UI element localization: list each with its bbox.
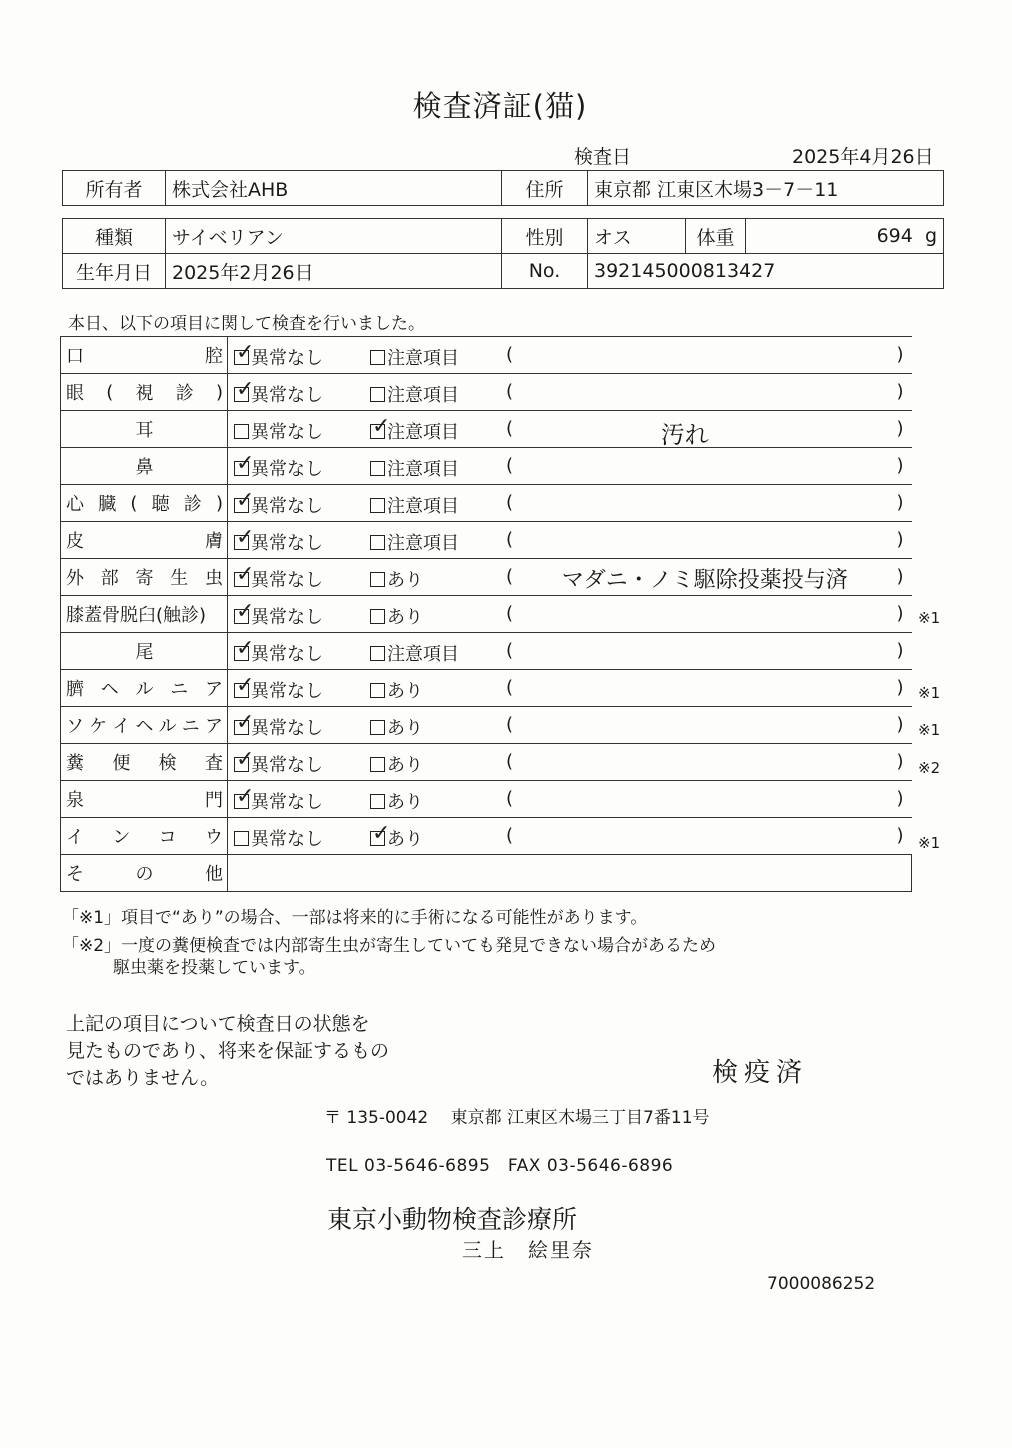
exam-row [61, 485, 912, 522]
checkbox-label: あり [387, 681, 423, 702]
page-title: 検査済証(猫) [412, 89, 588, 123]
label-char: 皮 [66, 531, 84, 552]
exam-item-result [228, 448, 912, 485]
checkbox-option[interactable] [234, 825, 323, 851]
exam-item-result [228, 596, 912, 633]
label-char: 寄 [135, 568, 154, 589]
checkbox-option[interactable] [234, 747, 323, 777]
owner-value: 株式会社AHB [166, 171, 502, 206]
exam-row [61, 707, 912, 744]
footnote-mark: ※2 [918, 758, 941, 777]
paren-close: ) [896, 788, 904, 809]
label-char: 部 [100, 568, 119, 589]
exam-item-result [228, 744, 912, 781]
checkbox-label: あり [387, 570, 423, 591]
label-char: ル [158, 716, 177, 737]
checkbox-option[interactable] [370, 344, 459, 370]
checkbox-icon[interactable] [234, 784, 255, 809]
check-mark-icon: ✓ [236, 747, 255, 772]
label-char: 糞 [66, 753, 84, 774]
label-char: 門 [205, 790, 223, 811]
paren-close: ) [896, 418, 904, 439]
label-char: ケ [89, 716, 108, 737]
check-mark-icon: ✓ [236, 636, 255, 661]
checkbox-icon[interactable] [370, 498, 385, 513]
checkbox-label: 異常なし [251, 422, 323, 443]
exam-row [61, 337, 912, 374]
exam-item-label [61, 337, 228, 374]
exam-item-label [61, 559, 228, 596]
paren-close: ) [896, 492, 904, 513]
exam-item-label [61, 633, 228, 670]
checkbox-option[interactable] [370, 414, 459, 444]
check-mark-icon: ✓ [236, 525, 255, 550]
weight-value: 694 [876, 225, 913, 247]
exam-date-label: 検査日 [574, 146, 632, 168]
sex-value: オス [588, 219, 686, 254]
checkbox-icon[interactable] [234, 747, 255, 772]
label-char: イ [112, 716, 131, 737]
exam-row [61, 559, 912, 596]
label-char: ソ [66, 716, 84, 737]
checkbox-label: 異常なし [251, 459, 323, 480]
exam-item-label [61, 448, 228, 485]
checkbox-icon[interactable] [370, 646, 385, 661]
label-char: ( [130, 492, 138, 514]
check-mark-icon: ✓ [236, 488, 255, 513]
checkbox-icon[interactable] [234, 673, 255, 698]
exam-item-note[interactable]: 汚れ [660, 421, 709, 448]
closing-line: ではありません。 [66, 1067, 220, 1089]
owner-table [62, 170, 944, 206]
check-mark-icon: ✓ [236, 784, 255, 809]
checkbox-label: あり [387, 607, 423, 628]
footnote-mark: ※1 [918, 833, 941, 852]
checkbox-icon[interactable] [370, 414, 391, 439]
checkbox-label: 注意項目 [387, 459, 459, 480]
label-char: ニ [170, 679, 189, 700]
checkbox-label: 異常なし [251, 681, 323, 702]
clinic-person: 三上 絵里奈 [462, 1238, 594, 1262]
checkbox-icon[interactable] [370, 572, 385, 587]
checkbox-icon[interactable] [370, 720, 385, 735]
exam-item-label-text: 鼻 [135, 457, 154, 478]
checkbox-label: 異常なし [251, 755, 323, 776]
checkbox-option[interactable] [234, 418, 323, 444]
checkbox-label: 異常なし [251, 533, 323, 554]
checkbox-option[interactable] [370, 529, 459, 555]
exam-item-result [228, 485, 912, 522]
exam-row [61, 596, 912, 633]
paren-close: ) [896, 714, 904, 735]
exam-item-label-text [66, 712, 223, 738]
checkbox-option[interactable] [234, 636, 323, 666]
exam-row-other [61, 855, 912, 892]
exam-row [61, 670, 912, 707]
checkbox-icon[interactable] [234, 340, 255, 365]
label-char: 視 [135, 383, 154, 404]
exam-item-result [228, 559, 912, 596]
closing-text [66, 1011, 446, 1092]
checkbox-option[interactable] [234, 340, 323, 370]
exam-item-label [61, 781, 228, 818]
footnote-mark: ※1 [918, 721, 941, 739]
label-char: ル [135, 679, 154, 700]
checkbox-label: 異常なし [251, 792, 323, 813]
breed-value: サイベリアン [166, 219, 502, 254]
paren-close: ) [896, 603, 904, 624]
exam-item-result [228, 707, 912, 744]
exam-row [61, 633, 912, 670]
label-char: 心 [66, 494, 84, 515]
exam-item-label-text [66, 342, 223, 368]
label-char: ) [215, 381, 223, 403]
no-label: No. [502, 254, 588, 289]
checkbox-option[interactable] [234, 451, 323, 481]
label-char: 腔 [205, 346, 223, 367]
checkbox-label: 異常なし [251, 570, 323, 591]
checkbox-label: 注意項目 [387, 496, 459, 517]
label-char: ) [215, 492, 223, 514]
check-mark-icon: ✓ [236, 673, 255, 698]
check-mark-icon: ✓ [236, 451, 255, 476]
footnote-2: 「※2」一度の糞便検査では内部寄生虫が寄生していても発見できない場合があるため [62, 936, 717, 956]
paren-open: ( [506, 825, 514, 846]
exam-item-label-text: 膝蓋骨脱臼(触診) [66, 605, 207, 626]
paren-open: ( [506, 455, 514, 476]
label-char: ア [205, 679, 223, 700]
closing-line: 上記の項目について検査日の状態を [66, 1013, 370, 1035]
exam-item-result [228, 633, 912, 670]
paren-close: ) [896, 677, 904, 698]
exam-row [61, 818, 912, 855]
exam-item-result [228, 374, 912, 411]
label-char: の [135, 864, 154, 885]
paren-open: ( [506, 677, 514, 698]
quarantine-stamp: 検疫済 [712, 1058, 809, 1088]
label-char: 生 [170, 568, 189, 589]
exam-item-label [61, 818, 228, 855]
label-char: ヘ [135, 716, 154, 737]
checkbox-label: 異常なし [251, 496, 323, 517]
weight-unit: g [924, 225, 937, 247]
paren-open: ( [506, 418, 514, 439]
other-label-text [66, 860, 223, 886]
no-value: 392145000813427 [588, 254, 944, 289]
exam-item-label [61, 707, 228, 744]
checkbox-option[interactable] [234, 562, 323, 592]
label-char: ア [204, 716, 223, 737]
breed-label: 種類 [63, 219, 166, 254]
exam-item-label [61, 522, 228, 559]
checkbox-label: 注意項目 [387, 644, 459, 665]
checkbox-icon[interactable] [370, 461, 385, 476]
check-mark-icon: ✓ [236, 377, 255, 402]
checkbox-icon[interactable] [234, 599, 255, 624]
footnote-mark: ※1 [918, 683, 941, 702]
exam-item-note[interactable]: マダニ・ノミ駆除投薬投与済 [561, 568, 848, 593]
paren-close: ) [896, 751, 904, 772]
sex-label: 性別 [502, 219, 588, 254]
label-char: コ [158, 827, 177, 848]
checkbox-icon[interactable] [370, 350, 385, 365]
footnote-1: 「※1」項目で“あり”の場合、一部は将来的に手術になる可能性があります。 [62, 908, 648, 928]
checkbox-icon[interactable] [234, 710, 255, 735]
checkbox-icon[interactable] [370, 757, 385, 772]
paren-open: ( [506, 640, 514, 661]
exam-item-label [61, 485, 228, 522]
checkbox-icon[interactable] [234, 377, 255, 402]
clinic-phone: TEL 03-5646-6895 FAX 03-5646-6896 [326, 1156, 674, 1176]
checkbox-label: あり [387, 792, 423, 813]
label-char: 臓 [98, 494, 117, 515]
exam-item-result [228, 670, 912, 707]
exam-item-label-text [66, 527, 223, 553]
paren-open: ( [506, 603, 514, 624]
checkbox-option[interactable] [370, 714, 423, 740]
paren-open: ( [506, 566, 514, 587]
exam-item-label [61, 670, 228, 707]
intro-text: 本日、以下の項目に関して検査を行いました。 [68, 314, 425, 334]
exam-item-label-text [66, 675, 223, 701]
owner-label: 所有者 [63, 171, 166, 206]
paren-close: ) [896, 825, 904, 846]
checkbox-option[interactable] [370, 603, 423, 629]
checkbox-option[interactable] [370, 492, 459, 518]
exam-row [61, 411, 912, 448]
checkbox-icon[interactable] [370, 794, 385, 809]
checkbox-option[interactable] [234, 488, 323, 518]
paren-open: ( [506, 381, 514, 402]
address-value: 東京都 江東区木場3－7－11 [588, 171, 944, 206]
footnote-3: 駆虫薬を投薬しています。 [113, 958, 316, 978]
label-char: 臍 [66, 679, 84, 700]
exam-row [61, 522, 912, 559]
exam-item-label-text: 尾 [135, 642, 154, 663]
exam-item-label [61, 596, 228, 633]
exam-item-label-text [66, 823, 223, 849]
label-char: ニ [181, 716, 200, 737]
check-mark-icon: ✓ [372, 414, 391, 439]
exam-row [61, 781, 912, 818]
exam-item-label [61, 374, 228, 411]
birth-value: 2025年2月26日 [166, 254, 502, 289]
paren-open: ( [506, 344, 514, 365]
checkbox-icon[interactable] [234, 831, 249, 846]
label-char: 診 [175, 383, 194, 404]
weight-label: 体重 [686, 219, 746, 254]
checkbox-option[interactable] [370, 751, 423, 777]
clinic-name: 東京小動物検査診療所 [327, 1205, 578, 1234]
label-char: 他 [205, 864, 223, 885]
footnote-mark: ※1 [918, 608, 941, 627]
label-char: 虫 [205, 568, 223, 589]
address-label: 住所 [502, 171, 588, 206]
checkbox-label: 異常なし [251, 348, 323, 369]
checkbox-icon[interactable] [370, 683, 385, 698]
checkbox-icon[interactable] [234, 636, 255, 661]
check-mark-icon: ✓ [236, 562, 255, 587]
exam-item-label-text: 耳 [135, 420, 154, 441]
checkbox-label: 注意項目 [387, 348, 459, 369]
exam-item-label-text [66, 749, 223, 775]
checkbox-label: あり [387, 755, 423, 776]
exam-item-label-text [66, 786, 223, 812]
label-char: 泉 [66, 790, 84, 811]
exam-row [61, 448, 912, 485]
checkbox-label: 異常なし [251, 607, 323, 628]
checkbox-label: 異常なし [251, 644, 323, 665]
checkbox-icon[interactable] [234, 488, 255, 513]
other-value[interactable] [228, 855, 912, 892]
label-char: 診 [183, 494, 202, 515]
checkbox-label: 注意項目 [387, 533, 459, 554]
clinic-address: 〒 135-0042 東京都 江東区木場三丁目7番11号 [324, 1108, 710, 1128]
label-char: 口 [66, 346, 84, 367]
checkbox-option[interactable] [234, 710, 323, 740]
label-char: イ [66, 827, 84, 848]
checkbox-option[interactable] [370, 677, 423, 703]
exam-item-result [228, 522, 912, 559]
checkbox-option[interactable] [370, 455, 459, 481]
checkbox-icon[interactable] [234, 562, 255, 587]
exam-item-result [228, 781, 912, 818]
checkbox-option[interactable] [370, 821, 423, 851]
exam-item-label-text [66, 379, 223, 405]
exam-item-label-text [66, 490, 223, 516]
label-char: 膚 [205, 531, 223, 552]
checkbox-option[interactable] [370, 640, 459, 666]
checkbox-icon[interactable] [234, 525, 255, 550]
checkbox-option[interactable] [234, 525, 323, 555]
paren-close: ) [896, 640, 904, 661]
checkbox-label: 異常なし [251, 718, 323, 739]
checkbox-icon[interactable] [370, 535, 385, 550]
document-number: 7000086252 [767, 1274, 876, 1294]
checkbox-option[interactable] [234, 784, 323, 814]
checkbox-option[interactable] [370, 381, 459, 407]
exam-row [61, 374, 912, 411]
checkbox-icon[interactable] [370, 387, 385, 402]
exam-item-result [228, 411, 912, 448]
label-char: ン [112, 827, 131, 848]
checkbox-label: 異常なし [251, 829, 323, 850]
exam-row [61, 744, 912, 781]
checkbox-option[interactable] [234, 673, 323, 703]
label-char: そ [66, 864, 84, 885]
pet-table [62, 218, 944, 289]
checkbox-icon[interactable] [234, 451, 255, 476]
checkbox-option[interactable] [234, 377, 323, 407]
label-char: 便 [112, 753, 131, 774]
exam-date: 2025年4月26日 [792, 146, 934, 168]
closing-line: 見たものであり、将来を保証するもの [66, 1040, 390, 1062]
exam-item-result [228, 818, 912, 855]
check-mark-icon: ✓ [372, 821, 391, 846]
check-mark-icon: ✓ [236, 599, 255, 624]
checkbox-option[interactable] [370, 788, 423, 814]
checkbox-icon[interactable] [370, 821, 391, 846]
checkbox-option[interactable] [234, 599, 323, 629]
label-char: ( [106, 381, 114, 403]
checkbox-option[interactable] [370, 566, 423, 592]
check-mark-icon: ✓ [236, 340, 255, 365]
checkbox-label: 注意項目 [387, 385, 459, 406]
exam-item-label [61, 411, 228, 448]
paren-open: ( [506, 751, 514, 772]
exam-item-result [228, 337, 912, 374]
birth-label: 生年月日 [63, 254, 166, 289]
paren-close: ) [896, 566, 904, 587]
paren-close: ) [896, 344, 904, 365]
label-char: 眼 [66, 383, 84, 404]
label-char: ヘ [100, 679, 119, 700]
label-char: 検 [158, 753, 177, 774]
paren-open: ( [506, 714, 514, 735]
label-char: 査 [204, 753, 223, 774]
paren-open: ( [506, 492, 514, 513]
checkbox-icon[interactable] [370, 609, 385, 624]
paren-open: ( [506, 788, 514, 809]
other-label [61, 855, 228, 892]
label-char: 外 [66, 568, 84, 589]
check-mark-icon: ✓ [236, 710, 255, 735]
checkbox-label: 異常なし [251, 385, 323, 406]
checkbox-icon[interactable] [234, 424, 249, 439]
exam-item-label [61, 744, 228, 781]
exam-table [60, 336, 912, 892]
exam-item-label-text [66, 564, 223, 590]
paren-close: ) [896, 381, 904, 402]
checkbox-label: 注意項目 [387, 422, 459, 443]
checkbox-label: あり [387, 718, 423, 739]
weight-cell [746, 219, 944, 254]
label-char: 聴 [151, 494, 170, 515]
checkbox-label: あり [387, 829, 423, 850]
label-char: ウ [204, 827, 223, 848]
paren-open: ( [506, 529, 514, 550]
paren-close: ) [896, 455, 904, 476]
paren-close: ) [896, 529, 904, 550]
